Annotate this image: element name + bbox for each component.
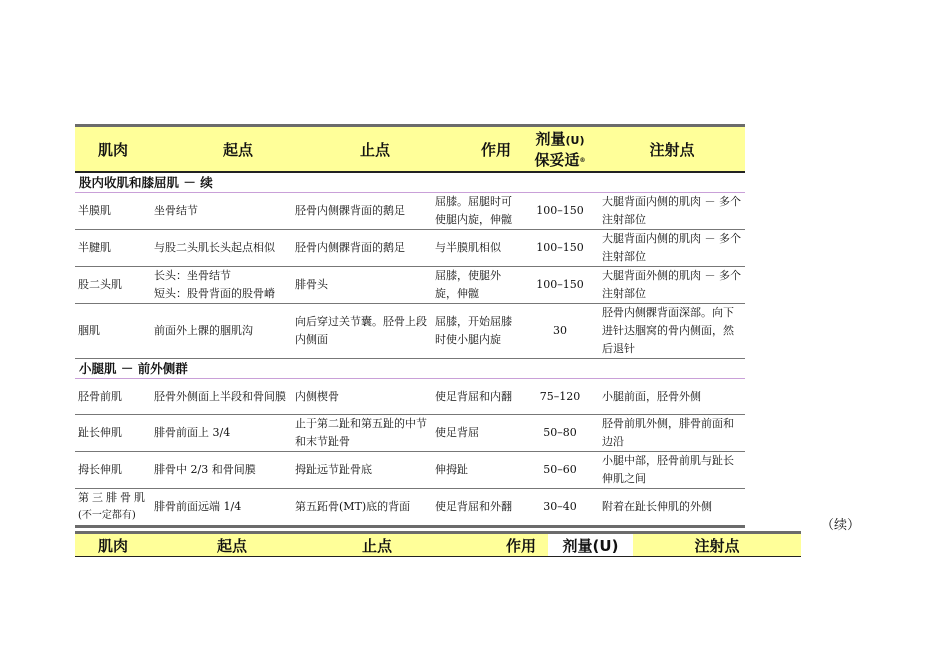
cell-muscle [75, 489, 151, 527]
header-origin: 起点 [151, 126, 292, 173]
cell-dose: 100–150 [521, 193, 599, 230]
cell-muscle: 半膜肌 [75, 193, 151, 230]
header-dose-label: 剂量 [535, 130, 566, 148]
table-row [75, 415, 745, 452]
cell-muscle-name: 第三腓骨肌 [78, 491, 148, 504]
cell-site: 小腿前面，胫骨外侧 [599, 379, 745, 415]
section-row [75, 359, 745, 379]
cell-insertion: 止于第二趾和第五趾的中节和末节趾骨 [292, 415, 432, 452]
cell-origin: 腓骨前面上 3/4 [151, 415, 292, 452]
cell-insertion: 腓骨头 [292, 267, 432, 304]
cell-origin: 与股二头肌长头起点相似 [151, 230, 292, 267]
cell-action: 屈膝，使腿外旋，伸髋 [432, 267, 521, 304]
cell-dose: 50–80 [521, 415, 599, 452]
table-row [75, 379, 745, 415]
table-row [75, 267, 745, 304]
header-insertion: 止点 [292, 126, 432, 173]
continued-table-header [75, 531, 801, 557]
cell-site: 胫骨内侧髁背面深部。向下进针达腘窝的骨内侧面，然后退针 [599, 304, 745, 359]
header-dose: 剂量(U) [548, 533, 633, 557]
table-header-row [75, 126, 745, 173]
cell-muscle-note: (不一定都有) [78, 510, 136, 521]
header-dose [521, 126, 599, 173]
cell-origin: 坐骨结节 [151, 193, 292, 230]
cell-site: 大腿背面外侧的肌肉 － 多个注射部位 [599, 267, 745, 304]
cell-site: 大腿背面内侧的肌肉 － 多个注射部位 [599, 193, 745, 230]
cell-site: 小腿中部，胫骨前肌与趾长伸肌之间 [599, 452, 745, 489]
cell-insertion: 第五跖骨(MT)底的背面 [292, 489, 432, 527]
cell-origin: 腓骨前面远端 1/4 [151, 489, 292, 527]
cell-dose: 75–120 [521, 379, 599, 415]
section-row [75, 172, 745, 193]
table-row [75, 489, 745, 527]
cell-muscle: 腘肌 [75, 304, 151, 359]
header-origin: 起点 [151, 533, 292, 557]
cell-muscle: 股二头肌 [75, 267, 151, 304]
cell-action: 屈膝。屈腿时可使腿内旋，伸髋 [432, 193, 521, 230]
cell-insertion: 胫骨内侧髁背面的鹅足 [292, 230, 432, 267]
header-action: 作用 [432, 126, 521, 173]
cell-action: 屈膝，开始屈膝时使小腿内旋 [432, 304, 521, 359]
continued-label: （续） [820, 518, 860, 533]
cell-muscle: 半腱肌 [75, 230, 151, 267]
cell-dose: 100–150 [521, 230, 599, 267]
cell-muscle: 趾长伸肌 [75, 415, 151, 452]
table-row [75, 230, 745, 267]
cell-dose: 100–150 [521, 267, 599, 304]
header-action: 作用 [432, 533, 548, 557]
header-insertion: 止点 [292, 533, 432, 557]
cell-site: 大腿背面内侧的肌肉 － 多个注射部位 [599, 230, 745, 267]
cell-dose: 50–60 [521, 452, 599, 489]
cell-origin: 腓骨中 2/3 和骨间膜 [151, 452, 292, 489]
header-site: 注射点 [599, 126, 745, 173]
header-muscle: 肌肉 [75, 533, 151, 557]
section-title: 小腿肌 － 前外侧群 [75, 359, 745, 379]
header-dose-mark: ® [579, 157, 586, 164]
header-dose-unit: (U) [565, 134, 585, 147]
header-site: 注射点 [633, 533, 801, 557]
cell-site: 附着在趾长伸肌的外侧 [599, 489, 745, 527]
header-muscle: 肌肉 [75, 126, 151, 173]
cell-action: 与半膜肌相似 [432, 230, 521, 267]
cell-origin-line: 长头：坐骨结节 [154, 269, 231, 282]
cell-action: 使足背屈和外翻 [432, 489, 521, 527]
cell-action: 伸拇趾 [432, 452, 521, 489]
cell-origin: 前面外上髁的腘肌沟 [151, 304, 292, 359]
cell-origin: 胫骨外侧面上半段和骨间膜 [151, 379, 292, 415]
table-row [75, 452, 745, 489]
cell-insertion: 胫骨内侧髁背面的鹅足 [292, 193, 432, 230]
cell-insertion: 内侧楔骨 [292, 379, 432, 415]
table-row [75, 304, 745, 359]
table-header-row [75, 533, 801, 557]
section-title: 股内收肌和膝屈肌 － 续 [75, 172, 745, 193]
cell-muscle: 拇长伸肌 [75, 452, 151, 489]
cell-insertion: 向后穿过关节囊。胫骨上段内侧面 [292, 304, 432, 359]
cell-dose: 30 [521, 304, 599, 359]
cell-insertion: 拇趾远节趾骨底 [292, 452, 432, 489]
cell-site: 胫骨前肌外侧，腓骨前面和边沿 [599, 415, 745, 452]
header-dose-brand: 保妥适 [534, 151, 580, 169]
cell-muscle: 胫骨前肌 [75, 379, 151, 415]
cell-dose: 30–40 [521, 489, 599, 527]
muscle-table [75, 124, 745, 528]
table-row [75, 193, 745, 230]
cell-action: 使足背屈 [432, 415, 521, 452]
cell-action: 使足背屈和内翻 [432, 379, 521, 415]
cell-origin-line: 短头：股骨背面的股骨嵴 [154, 287, 275, 300]
cell-origin [151, 267, 292, 304]
